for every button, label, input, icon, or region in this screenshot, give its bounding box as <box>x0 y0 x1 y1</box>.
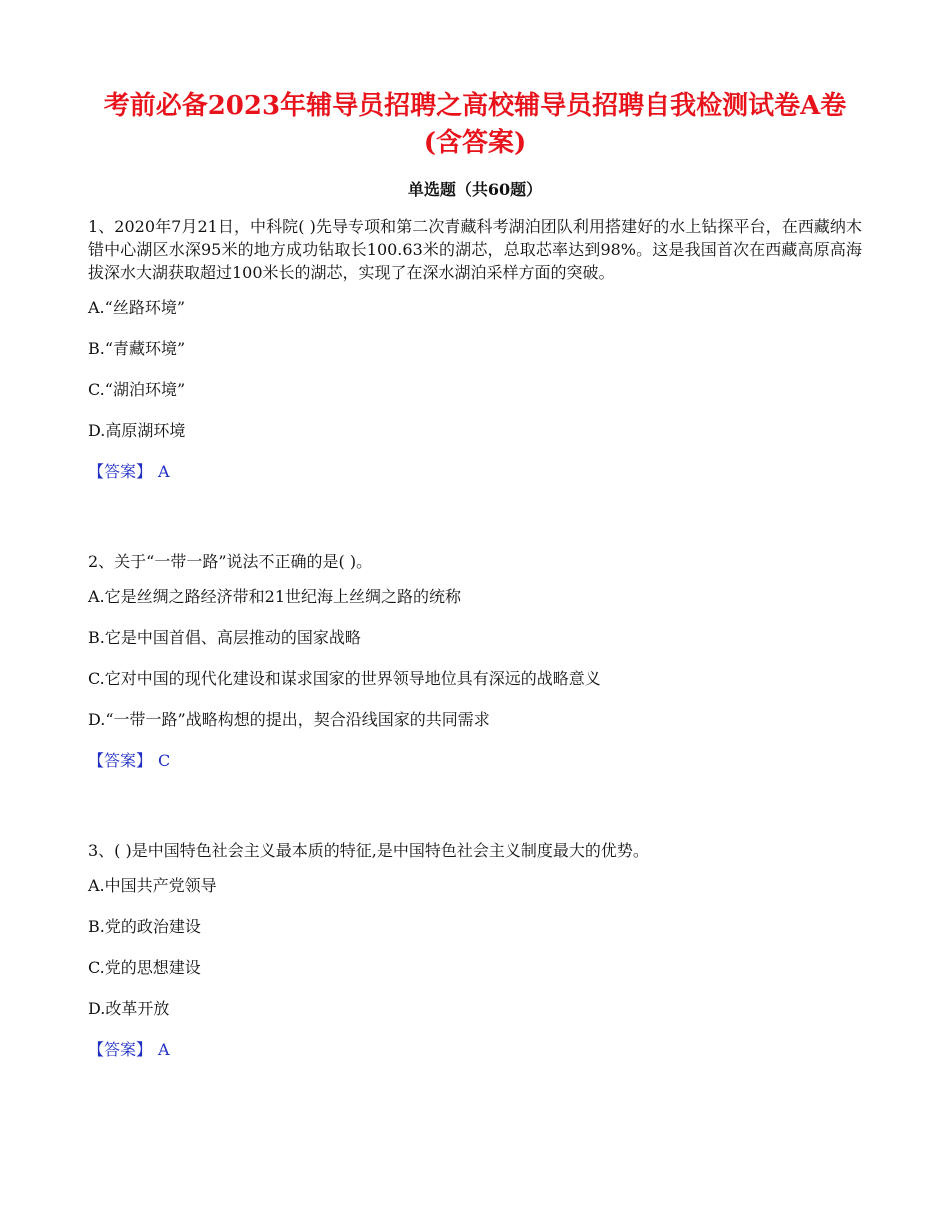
answer-line <box>88 461 862 483</box>
answer-line <box>88 1039 862 1061</box>
option-b: B.它是中国首倡、高层推动的国家战略 <box>88 628 361 647</box>
answer-value: C <box>158 751 171 770</box>
question-1 <box>88 215 862 483</box>
question-stem: 1、2020年7月21日，中科院( )先导专项和第二次青藏科考湖泊团队利用搭建好的水上钻探平台，在西藏纳木错中心湖区水深95米的地方成功钻取长100.63米的湖芯，总取芯率达到98%。这是我国首次在西藏高原高海拔深水大湖获取超过100米长的湖芯，实现了在深水湖泊采样方面的突破。 <box>88 217 862 282</box>
answer-label: 【答案】 <box>88 751 153 770</box>
option-a: A.“丝路环境” <box>88 298 186 317</box>
question-3 <box>88 839 862 1061</box>
option-c: C.它对中国的现代化建设和谋求国家的世界领导地位具有深远的战略意义 <box>88 669 601 688</box>
option-b: B.“青藏环境” <box>88 339 186 358</box>
option-c: C.“湖泊环境” <box>88 380 186 399</box>
answer-label: 【答案】 <box>88 462 153 481</box>
option-a: A.中国共产党领导 <box>88 876 217 895</box>
question-stem: 3、( )是中国特色社会主义最本质的特征,是中国特色社会主义制度最大的优势。 <box>88 841 649 860</box>
option-d: D.“一带一路”战略构想的提出，契合沿线国家的共同需求 <box>88 710 490 729</box>
question-stem: 2、关于“一带一路”说法不正确的是( )。 <box>88 552 373 571</box>
answer-value: A <box>158 462 170 481</box>
option-d: D.改革开放 <box>88 999 170 1018</box>
option-d: D.高原湖环境 <box>88 421 186 440</box>
answer-label: 【答案】 <box>88 1040 153 1059</box>
option-b: B.党的政治建设 <box>88 917 201 936</box>
section-title: 单选题（共60题） <box>407 180 543 199</box>
answer-value: A <box>158 1040 170 1059</box>
question-2 <box>88 550 862 772</box>
answer-line <box>88 750 862 772</box>
option-a: A.它是丝绸之路经济带和21世纪海上丝绸之路的统称 <box>88 587 462 606</box>
document-title: 考前必备2023年辅导员招聘之高校辅导员招聘自我检测试卷A卷(含答案) <box>103 91 847 158</box>
option-c: C.党的思想建设 <box>88 958 201 977</box>
